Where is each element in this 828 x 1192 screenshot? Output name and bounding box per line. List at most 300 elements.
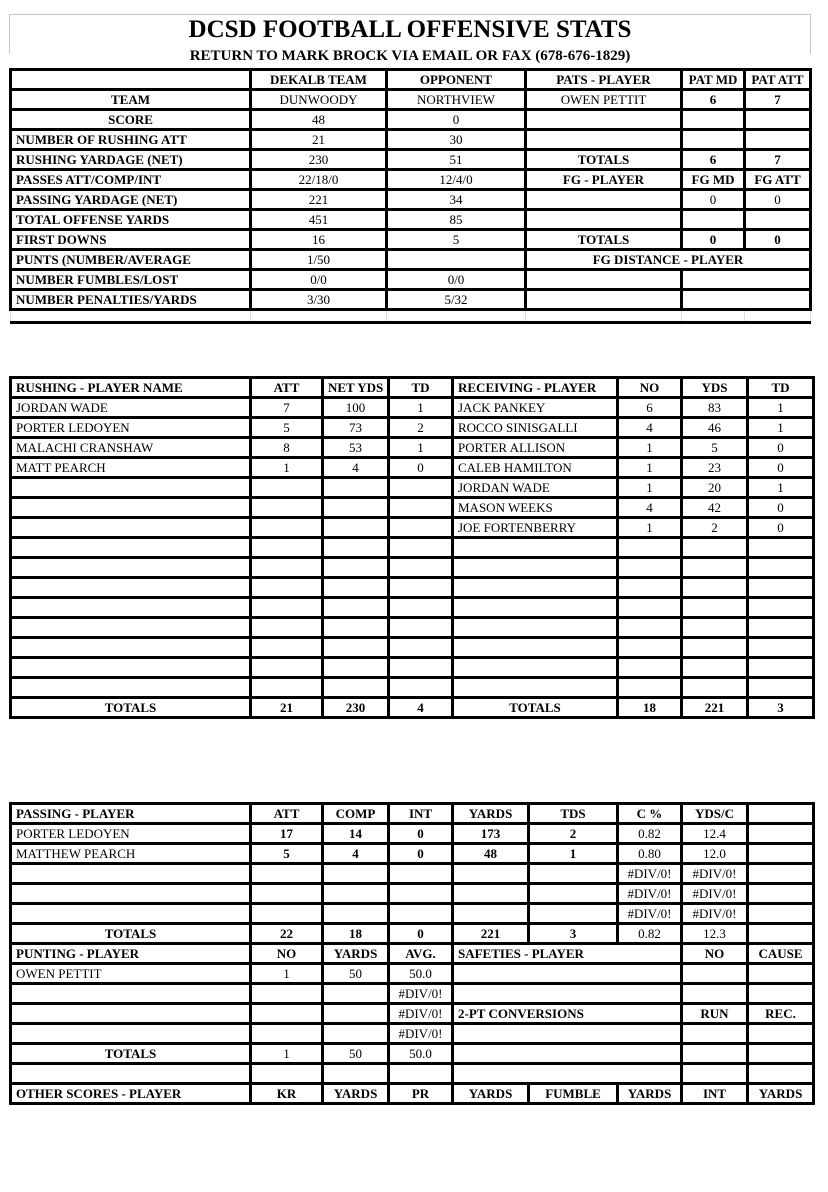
totals-value: 1 bbox=[251, 1044, 323, 1064]
spacer-row bbox=[11, 310, 811, 323]
column-header: INT bbox=[389, 804, 453, 824]
spacer-cell bbox=[251, 310, 387, 323]
receiver-name: JACK PANKEY bbox=[453, 398, 618, 418]
stat-value: 0.80 bbox=[618, 844, 682, 864]
kicking-attempts bbox=[745, 110, 811, 130]
stat-value: 2 bbox=[529, 824, 618, 844]
stat-value bbox=[748, 658, 814, 678]
column-header: OPPONENT bbox=[387, 70, 526, 90]
stat-value bbox=[682, 658, 748, 678]
column-header: TD bbox=[389, 378, 453, 398]
rusher-name bbox=[11, 678, 251, 698]
stat-value bbox=[323, 638, 389, 658]
stat-value bbox=[748, 678, 814, 698]
column-header: OTHER SCORES - PLAYER bbox=[11, 1084, 251, 1104]
stat-value: 1 bbox=[529, 844, 618, 864]
kicking-attempts: 7 bbox=[745, 90, 811, 110]
page-title: DCSD FOOTBALL OFFENSIVE STATS bbox=[10, 14, 810, 45]
totals-value: 50 bbox=[323, 1044, 389, 1064]
other-scores-header-row bbox=[11, 1084, 814, 1104]
column-header: YARDS bbox=[323, 944, 389, 964]
stat-value bbox=[323, 984, 389, 1004]
stat-value bbox=[251, 864, 323, 884]
stat-value bbox=[389, 864, 453, 884]
opponent-value: 5/32 bbox=[387, 290, 526, 310]
empty-cell bbox=[682, 270, 811, 290]
opponent-value: 51 bbox=[387, 150, 526, 170]
rusher-name bbox=[11, 618, 251, 638]
stat-value bbox=[251, 884, 323, 904]
spacer-cell bbox=[745, 310, 811, 323]
empty-cell bbox=[389, 1064, 453, 1084]
stat-value: 17 bbox=[251, 824, 323, 844]
stat-value bbox=[323, 884, 389, 904]
stat-value: 1 bbox=[748, 398, 814, 418]
punter-name bbox=[11, 1004, 251, 1024]
receiver-name: CALEB HAMILTON bbox=[453, 458, 618, 478]
stat-value: #DIV/0! bbox=[618, 904, 682, 924]
stat-value bbox=[682, 638, 748, 658]
team-stats-row bbox=[11, 90, 811, 110]
passing-row bbox=[11, 864, 814, 884]
kicking-player bbox=[526, 190, 682, 210]
stat-value bbox=[251, 538, 323, 558]
column-header: ATT bbox=[251, 378, 323, 398]
stat-value: 1 bbox=[748, 478, 814, 498]
column-header: YARDS bbox=[453, 804, 529, 824]
stat-value bbox=[251, 558, 323, 578]
blank-row bbox=[11, 1064, 814, 1084]
stat-value bbox=[251, 904, 323, 924]
column-header: NO bbox=[618, 378, 682, 398]
totals-value: 18 bbox=[618, 698, 682, 718]
stat-value bbox=[323, 538, 389, 558]
stat-value: 20 bbox=[682, 478, 748, 498]
row-label: FIRST DOWNS bbox=[11, 230, 251, 250]
stat-value: #DIV/0! bbox=[682, 904, 748, 924]
passer-name bbox=[11, 864, 251, 884]
empty-cell bbox=[526, 270, 682, 290]
spacer-cell bbox=[526, 310, 682, 323]
stat-value: #DIV/0! bbox=[618, 864, 682, 884]
rush-recv-row bbox=[11, 538, 814, 558]
stat-value bbox=[251, 638, 323, 658]
stat-value bbox=[748, 618, 814, 638]
team-stats-row bbox=[11, 270, 811, 290]
passing-row bbox=[11, 884, 814, 904]
passer-name bbox=[11, 884, 251, 904]
stat-value bbox=[323, 578, 389, 598]
punter-name bbox=[11, 1024, 251, 1044]
stat-value bbox=[748, 638, 814, 658]
stat-value bbox=[618, 678, 682, 698]
column-header: INT bbox=[682, 1084, 748, 1104]
opponent-value bbox=[387, 250, 526, 270]
stat-value: 0 bbox=[748, 458, 814, 478]
receiver-name: MASON WEEKS bbox=[453, 498, 618, 518]
kicking-made: 6 bbox=[682, 150, 745, 170]
stat-value: 4 bbox=[618, 498, 682, 518]
column-header: YDS bbox=[682, 378, 748, 398]
stat-value: 12.4 bbox=[682, 824, 748, 844]
empty-cell bbox=[682, 1024, 748, 1044]
column-header: FUMBLE bbox=[529, 1084, 618, 1104]
team-stats-row bbox=[11, 150, 811, 170]
rush-recv-header-row bbox=[11, 378, 814, 398]
dekalb-value: 16 bbox=[251, 230, 387, 250]
stat-value bbox=[682, 538, 748, 558]
kicking-attempts: 0 bbox=[745, 230, 811, 250]
stat-value: 6 bbox=[618, 398, 682, 418]
receiver-name bbox=[453, 658, 618, 678]
row-label: PASSES ATT/COMP/INT bbox=[11, 170, 251, 190]
stat-value: 7 bbox=[251, 398, 323, 418]
stat-value bbox=[323, 658, 389, 678]
stat-value bbox=[529, 904, 618, 924]
empty-cell bbox=[682, 1044, 748, 1064]
stat-value bbox=[323, 618, 389, 638]
receiver-name bbox=[453, 538, 618, 558]
opponent-value: 12/4/0 bbox=[387, 170, 526, 190]
totals-value: 22 bbox=[251, 924, 323, 944]
stat-value bbox=[453, 864, 529, 884]
stat-value bbox=[251, 618, 323, 638]
team-stats-row bbox=[11, 170, 811, 190]
column-header: REC. bbox=[748, 1004, 814, 1024]
stat-value: 5 bbox=[682, 438, 748, 458]
stat-value bbox=[618, 658, 682, 678]
stat-value bbox=[389, 558, 453, 578]
punting-row bbox=[11, 984, 814, 1004]
totals-value: 230 bbox=[323, 698, 389, 718]
empty-cell bbox=[748, 964, 814, 984]
stat-value bbox=[682, 578, 748, 598]
column-header: NET YDS bbox=[323, 378, 389, 398]
row-label: PASSING YARDAGE (NET) bbox=[11, 190, 251, 210]
punting-row bbox=[11, 1024, 814, 1044]
kicking-attempts: FG ATT bbox=[745, 170, 811, 190]
two-pt-header: 2-PT CONVERSIONS bbox=[453, 1004, 682, 1024]
empty-cell bbox=[453, 1064, 682, 1084]
stat-value: 1 bbox=[618, 458, 682, 478]
stat-value bbox=[251, 1024, 323, 1044]
stat-value bbox=[323, 678, 389, 698]
stat-value bbox=[389, 538, 453, 558]
column-header bbox=[748, 804, 814, 824]
column-header: YARDS bbox=[323, 1084, 389, 1104]
column-header: PATS - PLAYER bbox=[526, 70, 682, 90]
stat-value: 1 bbox=[748, 418, 814, 438]
receiver-name: JORDAN WADE bbox=[453, 478, 618, 498]
rusher-name: JORDAN WADE bbox=[11, 398, 251, 418]
rush-recv-row bbox=[11, 498, 814, 518]
dekalb-value: 221 bbox=[251, 190, 387, 210]
team-stats-row bbox=[11, 230, 811, 250]
rusher-name bbox=[11, 658, 251, 678]
stat-value: 50 bbox=[323, 964, 389, 984]
stat-value: 83 bbox=[682, 398, 748, 418]
team-stats-header-row bbox=[11, 70, 811, 90]
rusher-name bbox=[11, 478, 251, 498]
stat-value bbox=[323, 518, 389, 538]
team-stats-row bbox=[11, 190, 811, 210]
column-header: AVG. bbox=[389, 944, 453, 964]
column-header: DEKALB TEAM bbox=[251, 70, 387, 90]
stat-value bbox=[251, 678, 323, 698]
rusher-name bbox=[11, 538, 251, 558]
stat-value bbox=[251, 598, 323, 618]
receiver-name: JOE FORTENBERRY bbox=[453, 518, 618, 538]
column-header: CAUSE bbox=[748, 944, 814, 964]
stat-value: #DIV/0! bbox=[682, 864, 748, 884]
stat-value bbox=[389, 658, 453, 678]
dekalb-value: 3/30 bbox=[251, 290, 387, 310]
stat-value bbox=[748, 578, 814, 598]
rusher-name bbox=[11, 558, 251, 578]
stat-value bbox=[748, 558, 814, 578]
empty-cell bbox=[453, 984, 682, 1004]
passer-name bbox=[11, 904, 251, 924]
dekalb-value: 1/50 bbox=[251, 250, 387, 270]
stat-value: #DIV/0! bbox=[682, 884, 748, 904]
spacer-cell bbox=[682, 310, 745, 323]
kicking-attempts bbox=[745, 130, 811, 150]
kicking-attempts: 7 bbox=[745, 150, 811, 170]
row-label: TOTAL OFFENSE YARDS bbox=[11, 210, 251, 230]
totals-value: 21 bbox=[251, 698, 323, 718]
stat-value bbox=[682, 618, 748, 638]
stat-value bbox=[389, 478, 453, 498]
totals-value: 221 bbox=[453, 924, 529, 944]
stat-value bbox=[389, 598, 453, 618]
stat-value bbox=[618, 618, 682, 638]
opponent-value: 34 bbox=[387, 190, 526, 210]
stat-value bbox=[251, 658, 323, 678]
totals-value: 18 bbox=[323, 924, 389, 944]
stat-value: 0 bbox=[748, 498, 814, 518]
stat-value: 1 bbox=[251, 458, 323, 478]
column-header: YARDS bbox=[748, 1084, 814, 1104]
empty-cell bbox=[682, 984, 748, 1004]
rush-recv-row bbox=[11, 678, 814, 698]
sheet-right-edge bbox=[810, 14, 811, 54]
stat-value bbox=[323, 498, 389, 518]
spacer-cell bbox=[387, 310, 526, 323]
receiver-name bbox=[453, 678, 618, 698]
stat-value bbox=[251, 984, 323, 1004]
empty-cell bbox=[11, 1064, 251, 1084]
rush-recv-totals-row bbox=[11, 698, 814, 718]
stat-value: 5 bbox=[251, 418, 323, 438]
stat-value: #DIV/0! bbox=[389, 1024, 453, 1044]
rushing-receiving-table bbox=[9, 376, 815, 719]
row-label: RUSHING YARDAGE (NET) bbox=[11, 150, 251, 170]
totals-label: TOTALS bbox=[453, 698, 618, 718]
kicking-player bbox=[526, 130, 682, 150]
safeties-header: SAFETIES - PLAYER bbox=[453, 944, 682, 964]
stat-value bbox=[323, 598, 389, 618]
column-header: YDS/C bbox=[682, 804, 748, 824]
row-label: TEAM bbox=[11, 90, 251, 110]
totals-label: TOTALS bbox=[11, 698, 251, 718]
team-stats-row bbox=[11, 290, 811, 310]
stat-value bbox=[323, 478, 389, 498]
column-header: PAT MD bbox=[682, 70, 745, 90]
rush-recv-row bbox=[11, 558, 814, 578]
punting-row bbox=[11, 1004, 814, 1024]
stat-value: 4 bbox=[323, 458, 389, 478]
totals-value: 50.0 bbox=[389, 1044, 453, 1064]
kicking-player bbox=[526, 210, 682, 230]
stat-value: 4 bbox=[323, 844, 389, 864]
stat-value bbox=[748, 864, 814, 884]
empty-cell bbox=[453, 1024, 682, 1044]
dekalb-value: 451 bbox=[251, 210, 387, 230]
spacer-cell bbox=[11, 310, 251, 323]
totals-value: 221 bbox=[682, 698, 748, 718]
totals-value: 3 bbox=[529, 924, 618, 944]
opponent-value: 85 bbox=[387, 210, 526, 230]
stat-value: 48 bbox=[453, 844, 529, 864]
opponent-value: 5 bbox=[387, 230, 526, 250]
stat-value: 73 bbox=[323, 418, 389, 438]
rusher-name bbox=[11, 638, 251, 658]
stat-value bbox=[618, 558, 682, 578]
stat-value bbox=[529, 864, 618, 884]
stat-value bbox=[618, 638, 682, 658]
stat-value: 23 bbox=[682, 458, 748, 478]
column-header: C % bbox=[618, 804, 682, 824]
empty-cell bbox=[682, 290, 811, 310]
passing-punting-table bbox=[9, 802, 815, 1105]
column-header: TD bbox=[748, 378, 814, 398]
kicking-made: 6 bbox=[682, 90, 745, 110]
empty-cell bbox=[453, 964, 682, 984]
stat-value bbox=[323, 1004, 389, 1024]
passing-header-row bbox=[11, 804, 814, 824]
stat-value bbox=[453, 904, 529, 924]
stat-value bbox=[682, 598, 748, 618]
stat-value bbox=[323, 904, 389, 924]
totals-value: 3 bbox=[748, 698, 814, 718]
rush-recv-row bbox=[11, 578, 814, 598]
stat-value bbox=[389, 518, 453, 538]
stat-value bbox=[251, 518, 323, 538]
totals-value: 4 bbox=[389, 698, 453, 718]
rusher-name bbox=[11, 518, 251, 538]
stat-value bbox=[748, 824, 814, 844]
dekalb-value: 21 bbox=[251, 130, 387, 150]
stat-value: 0.82 bbox=[618, 824, 682, 844]
passing-row bbox=[11, 844, 814, 864]
kicking-made bbox=[682, 210, 745, 230]
receiver-name bbox=[453, 578, 618, 598]
kicking-player bbox=[526, 110, 682, 130]
rusher-name: MALACHI CRANSHAW bbox=[11, 438, 251, 458]
stat-value bbox=[323, 558, 389, 578]
receiver-name bbox=[453, 598, 618, 618]
opponent-value: 0/0 bbox=[387, 270, 526, 290]
stat-value bbox=[323, 864, 389, 884]
stat-value bbox=[618, 538, 682, 558]
receiver-name bbox=[453, 638, 618, 658]
receiver-name bbox=[453, 558, 618, 578]
column-header: PAT ATT bbox=[745, 70, 811, 90]
rusher-name bbox=[11, 498, 251, 518]
stat-value bbox=[389, 678, 453, 698]
rusher-name bbox=[11, 598, 251, 618]
column-header: NO bbox=[682, 944, 748, 964]
row-label: NUMBER FUMBLES/LOST bbox=[11, 270, 251, 290]
stat-value bbox=[323, 1024, 389, 1044]
stat-value: 0 bbox=[389, 824, 453, 844]
passing-row bbox=[11, 824, 814, 844]
row-label: SCORE bbox=[11, 110, 251, 130]
rush-recv-row bbox=[11, 598, 814, 618]
rush-recv-row bbox=[11, 478, 814, 498]
column-header: ATT bbox=[251, 804, 323, 824]
stat-value: 14 bbox=[323, 824, 389, 844]
column-header: YARDS bbox=[453, 1084, 529, 1104]
stat-value bbox=[748, 598, 814, 618]
stat-value bbox=[529, 884, 618, 904]
stat-value bbox=[748, 844, 814, 864]
rush-recv-row bbox=[11, 438, 814, 458]
receiver-name: ROCCO SINISGALLI bbox=[453, 418, 618, 438]
empty-cell bbox=[748, 1044, 814, 1064]
rush-recv-row bbox=[11, 618, 814, 638]
rush-recv-row bbox=[11, 658, 814, 678]
stat-value bbox=[618, 578, 682, 598]
column-header: YARDS bbox=[618, 1084, 682, 1104]
stat-value bbox=[682, 558, 748, 578]
stat-value bbox=[389, 884, 453, 904]
totals-value: 12.3 bbox=[682, 924, 748, 944]
column-header: NO bbox=[251, 944, 323, 964]
stat-value: 5 bbox=[251, 844, 323, 864]
stat-value: 2 bbox=[682, 518, 748, 538]
team-stats-table bbox=[9, 68, 812, 324]
rush-recv-row bbox=[11, 458, 814, 478]
stat-value: 42 bbox=[682, 498, 748, 518]
column-header: RECEIVING - PLAYER bbox=[453, 378, 618, 398]
team-stats-row bbox=[11, 210, 811, 230]
rush-recv-row bbox=[11, 398, 814, 418]
passing-totals-row bbox=[11, 924, 814, 944]
stat-value: 1 bbox=[389, 438, 453, 458]
column-header: RUN bbox=[682, 1004, 748, 1024]
empty-cell bbox=[748, 984, 814, 1004]
fg-distance-header: FG DISTANCE - PLAYER bbox=[526, 250, 811, 270]
stat-value: #DIV/0! bbox=[389, 984, 453, 1004]
stat-value bbox=[389, 618, 453, 638]
column-header: COMP bbox=[323, 804, 389, 824]
empty-cell bbox=[526, 290, 682, 310]
row-label: PUNTS (NUMBER/AVERAGE bbox=[11, 250, 251, 270]
team-stats-row bbox=[11, 250, 811, 270]
stat-value bbox=[389, 904, 453, 924]
dekalb-value: 230 bbox=[251, 150, 387, 170]
stat-value: 1 bbox=[618, 518, 682, 538]
totals-label: TOTALS bbox=[11, 924, 251, 944]
receiver-name bbox=[453, 618, 618, 638]
empty-cell bbox=[251, 1064, 323, 1084]
punter-name bbox=[11, 984, 251, 1004]
stat-value bbox=[251, 1004, 323, 1024]
stat-value: 46 bbox=[682, 418, 748, 438]
stat-value: 50.0 bbox=[389, 964, 453, 984]
empty-cell bbox=[682, 964, 748, 984]
